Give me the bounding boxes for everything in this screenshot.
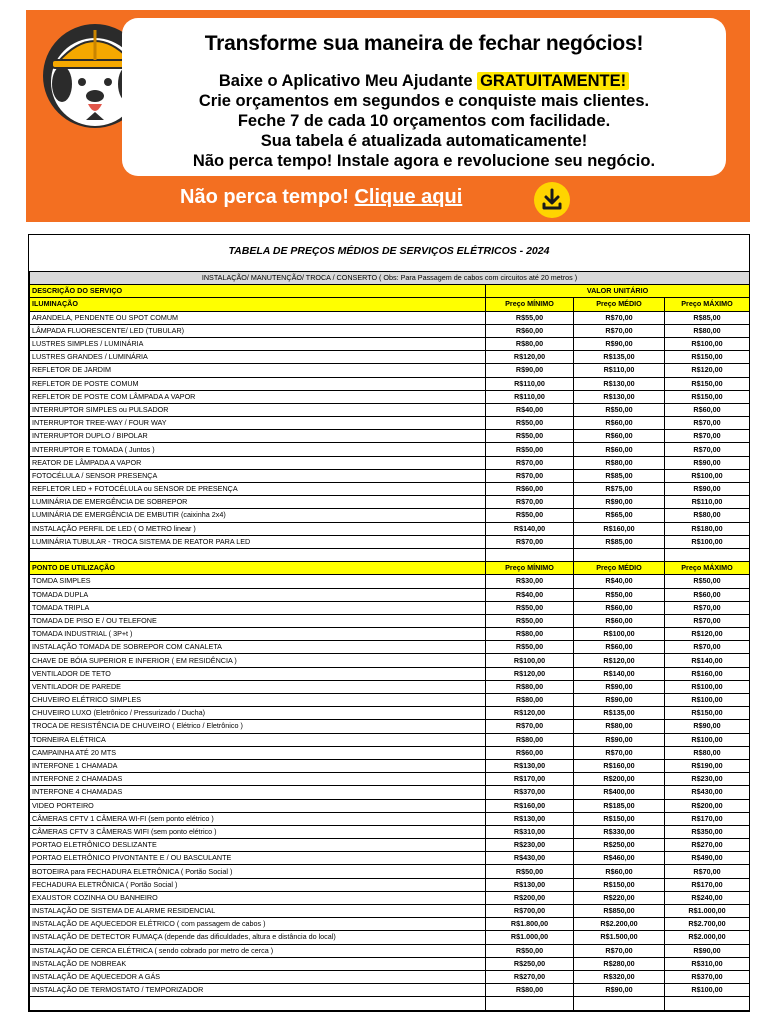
price-max: R$100,00 (665, 680, 750, 693)
price-column-header: Preço MÉDIO (574, 562, 665, 575)
price-min: R$70,00 (486, 469, 574, 482)
price-max: R$150,00 (665, 390, 750, 403)
price-min: R$50,00 (486, 601, 574, 614)
price-column-header: Preço MÁXIMO (665, 562, 750, 575)
service-description: INSTALAÇÃO DE NOBREAK (30, 957, 486, 970)
price-max: R$100,00 (665, 984, 750, 997)
price-min: R$310,00 (486, 825, 574, 838)
table-row (30, 984, 750, 997)
empty-cell (665, 997, 750, 1010)
table-row (30, 759, 750, 772)
price-max: R$310,00 (665, 957, 750, 970)
service-description: CÂMERAS CFTV 1 CÂMERA WI-FI (sem ponto elétrico ) (30, 812, 486, 825)
price-min: R$40,00 (486, 588, 574, 601)
table-row (30, 865, 750, 878)
service-description: INSTALAÇÃO DE CERCA ELÉTRICA ( sendo cobrado por metro de cerca ) (30, 944, 486, 957)
spacer-row (30, 997, 750, 1010)
price-min: R$1.800,00 (486, 918, 574, 931)
table-row (30, 417, 750, 430)
download-icon[interactable] (534, 182, 570, 218)
price-min: R$90,00 (486, 364, 574, 377)
service-description: VENTILADOR DE PAREDE (30, 680, 486, 693)
price-avg: R$150,00 (574, 812, 665, 825)
banner-card (122, 18, 726, 176)
price-min: R$160,00 (486, 799, 574, 812)
price-avg: R$70,00 (574, 324, 665, 337)
price-avg: R$60,00 (574, 641, 665, 654)
table-row (30, 443, 750, 456)
price-min: R$120,00 (486, 351, 574, 364)
empty-cell (574, 997, 665, 1010)
table-title: TABELA DE PREÇOS MÉDIOS DE SERVIÇOS ELÉTRICOS - 2024 (228, 245, 550, 257)
section-title: ILUMINAÇÃO (30, 298, 486, 311)
price-avg: R$135,00 (574, 351, 665, 364)
price-max: R$140,00 (665, 654, 750, 667)
price-avg: R$220,00 (574, 891, 665, 904)
table-row (30, 733, 750, 746)
service-description: INTERRUPTOR TREE-WAY / FOUR WAY (30, 417, 486, 430)
table-row (30, 944, 750, 957)
banner-line: Feche 7 de cada 10 orçamentos com facilidade. (237, 112, 611, 130)
price-max: R$60,00 (665, 403, 750, 416)
service-description: VENTILADOR DE TETO (30, 667, 486, 680)
price-max: R$110,00 (665, 496, 750, 509)
service-description: CHAVE DE BÓIA SUPERIOR E INFERIOR ( EM RESIDÊNCIA ) (30, 654, 486, 667)
price-avg: R$130,00 (574, 390, 665, 403)
empty-cell (574, 548, 665, 561)
service-description: LUMINÁRIA TUBULAR - TROCA SISTEMA DE REATOR PARA LED (30, 535, 486, 548)
price-max: R$2.700,00 (665, 918, 750, 931)
section-header-row (30, 562, 750, 575)
service-description: INTERRUPTOR SIMPLES ou PULSADOR (30, 403, 486, 416)
price-max: R$100,00 (665, 469, 750, 482)
section-title: PONTO DE UTILIZAÇÃO (30, 562, 486, 575)
service-description: TOMADA DUPLA (30, 588, 486, 601)
price-max: R$100,00 (665, 694, 750, 707)
price-min: R$70,00 (486, 456, 574, 469)
table-row (30, 667, 750, 680)
service-description: ARANDELA, PENDENTE OU SPOT COMUM (30, 311, 486, 324)
service-description: TOMDA SIMPLES (30, 575, 486, 588)
table-row (30, 601, 750, 614)
table-row (30, 799, 750, 812)
price-avg: R$2.200,00 (574, 918, 665, 931)
price-max: R$80,00 (665, 509, 750, 522)
price-max: R$90,00 (665, 456, 750, 469)
price-column-header: Preço MÉDIO (574, 298, 665, 311)
banner-headline: Transforme sua maneira de fechar negócios! (204, 32, 644, 55)
service-description: INTERFONE 4 CHAMADAS (30, 786, 486, 799)
service-description: INSTALAÇÃO TOMADA DE SOBREPOR COM CANALETA (30, 641, 486, 654)
price-min: R$50,00 (486, 430, 574, 443)
price-avg: R$135,00 (574, 707, 665, 720)
price-avg: R$50,00 (574, 588, 665, 601)
price-min: R$230,00 (486, 839, 574, 852)
price-avg: R$140,00 (574, 667, 665, 680)
table-row (30, 891, 750, 904)
price-min: R$70,00 (486, 496, 574, 509)
service-description: TOMADA TRIPLA (30, 601, 486, 614)
service-description: FECHADURA ELETRÔNICA ( Portão Social ) (30, 878, 486, 891)
price-max: R$230,00 (665, 773, 750, 786)
table-row (30, 496, 750, 509)
spacer-row (30, 548, 750, 561)
price-min: R$130,00 (486, 759, 574, 772)
app-promo-banner[interactable] (26, 10, 750, 222)
service-description: CÂMERAS CFTV 3 CÂMERAS WIFI (sem ponto elétrico ) (30, 825, 486, 838)
table-row (30, 720, 750, 733)
price-max: R$350,00 (665, 825, 750, 838)
service-description: CHUVEIRO LUXO (Eletrônico / Pressurizado / Ducha) (30, 707, 486, 720)
price-min: R$1.000,00 (486, 931, 574, 944)
price-max: R$100,00 (665, 733, 750, 746)
service-description: REFLETOR DE POSTE COMUM (30, 377, 486, 390)
price-max: R$100,00 (665, 535, 750, 548)
price-avg: R$850,00 (574, 905, 665, 918)
price-max: R$160,00 (665, 667, 750, 680)
price-min: R$30,00 (486, 575, 574, 588)
price-avg: R$110,00 (574, 364, 665, 377)
price-max: R$370,00 (665, 970, 750, 983)
empty-cell (30, 548, 486, 561)
price-min: R$55,00 (486, 311, 574, 324)
price-max: R$120,00 (665, 364, 750, 377)
price-max: R$70,00 (665, 865, 750, 878)
price-avg: R$330,00 (574, 825, 665, 838)
table-row (30, 825, 750, 838)
table-row (30, 337, 750, 350)
free-highlight: GRATUITAMENTE! (477, 72, 629, 90)
price-max: R$150,00 (665, 377, 750, 390)
price-avg: R$90,00 (574, 733, 665, 746)
service-description: INSTALAÇÃO DE TERMOSTATO / TEMPORIZADOR (30, 984, 486, 997)
table-row (30, 311, 750, 324)
price-max: R$70,00 (665, 614, 750, 627)
table-row (30, 522, 750, 535)
price-avg: R$70,00 (574, 311, 665, 324)
table-row (30, 351, 750, 364)
price-min: R$80,00 (486, 733, 574, 746)
table-row (30, 364, 750, 377)
empty-cell (486, 548, 574, 561)
price-max: R$90,00 (665, 720, 750, 733)
table-row (30, 588, 750, 601)
banner-line (122, 72, 726, 91)
price-avg: R$60,00 (574, 430, 665, 443)
price-min: R$130,00 (486, 812, 574, 825)
price-max: R$50,00 (665, 575, 750, 588)
service-description: TORNEIRA ELÉTRICA (30, 733, 486, 746)
price-min: R$80,00 (486, 694, 574, 707)
price-min: R$50,00 (486, 865, 574, 878)
price-avg: R$120,00 (574, 654, 665, 667)
unit-value-header: VALOR UNITÁRIO (486, 285, 750, 298)
table-row (30, 641, 750, 654)
table-row (30, 483, 750, 496)
price-avg: R$40,00 (574, 575, 665, 588)
empty-cell (665, 548, 750, 561)
price-max: R$200,00 (665, 799, 750, 812)
price-avg: R$160,00 (574, 522, 665, 535)
table-row (30, 812, 750, 825)
banner-line-text: Baixe o Aplicativo Meu Ajudante (218, 72, 478, 90)
price-avg: R$85,00 (574, 469, 665, 482)
price-table-body (30, 272, 750, 1011)
price-max: R$430,00 (665, 786, 750, 799)
price-max: R$70,00 (665, 601, 750, 614)
price-avg: R$150,00 (574, 878, 665, 891)
price-min: R$250,00 (486, 957, 574, 970)
price-max: R$85,00 (665, 311, 750, 324)
price-min: R$370,00 (486, 786, 574, 799)
price-avg: R$85,00 (574, 535, 665, 548)
service-description: LUMINÁRIA DE EMERGÊNCIA DE SOBREPOR (30, 496, 486, 509)
service-description: INSTALAÇÃO DE AQUECEDOR ELÉTRICO ( com passagem de cabos ) (30, 918, 486, 931)
price-min: R$140,00 (486, 522, 574, 535)
table-row (30, 878, 750, 891)
service-description: LÂMPADA FLUORESCENTE/ LED (TUBULAR) (30, 324, 486, 337)
price-max: R$60,00 (665, 588, 750, 601)
price-min: R$120,00 (486, 667, 574, 680)
table-row (30, 654, 750, 667)
service-description: LUMINÁRIA DE EMERGÊNCIA DE EMBUTIR (caixinha 2x4) (30, 509, 486, 522)
price-min: R$70,00 (486, 720, 574, 733)
section-header-row (30, 298, 750, 311)
price-avg: R$100,00 (574, 628, 665, 641)
price-avg: R$130,00 (574, 377, 665, 390)
table-row (30, 839, 750, 852)
price-max: R$70,00 (665, 443, 750, 456)
banner-line: Sua tabela é atualizada automaticamente! (260, 132, 588, 150)
price-min: R$40,00 (486, 403, 574, 416)
price-min: R$80,00 (486, 984, 574, 997)
cta-prefix: Não perca tempo! (180, 186, 355, 208)
table-row (30, 469, 750, 482)
price-max: R$70,00 (665, 641, 750, 654)
price-min: R$50,00 (486, 944, 574, 957)
banner-line: Não perca tempo! Instale agora e revolucione seu negócio. (192, 152, 656, 170)
price-avg: R$80,00 (574, 456, 665, 469)
price-avg: R$75,00 (574, 483, 665, 496)
price-min: R$50,00 (486, 614, 574, 627)
price-min: R$700,00 (486, 905, 574, 918)
price-min: R$110,00 (486, 390, 574, 403)
table-row (30, 905, 750, 918)
service-description: FOTOCÉLULA / SENSOR PRESENÇA (30, 469, 486, 482)
price-avg: R$60,00 (574, 865, 665, 878)
price-avg: R$460,00 (574, 852, 665, 865)
service-description: INSTALAÇÃO DE DETECTOR FUMAÇA (depende das dificuldades, altura e distância do local) (30, 931, 486, 944)
service-description: LUSTRES GRANDES / LUMINÁRIA (30, 351, 486, 364)
table-row (30, 918, 750, 931)
banner-line: Crie orçamentos em segundos e conquiste mais clientes. (198, 92, 650, 110)
table-row (30, 535, 750, 548)
price-min: R$70,00 (486, 535, 574, 548)
price-max: R$150,00 (665, 351, 750, 364)
table-row (30, 852, 750, 865)
price-table-sheet (28, 234, 750, 1012)
price-min: R$200,00 (486, 891, 574, 904)
price-avg: R$280,00 (574, 957, 665, 970)
price-min: R$270,00 (486, 970, 574, 983)
table-row (30, 430, 750, 443)
service-description: TOMADA DE PISO E / OU TELEFONE (30, 614, 486, 627)
price-min: R$60,00 (486, 483, 574, 496)
price-max: R$170,00 (665, 878, 750, 891)
table-row (30, 403, 750, 416)
price-max: R$70,00 (665, 417, 750, 430)
service-description: TROCA DE RESISTÊNCIA DE CHUVEIRO ( Elétrico / Eletrônico ) (30, 720, 486, 733)
price-max: R$90,00 (665, 483, 750, 496)
price-avg: R$1.500,00 (574, 931, 665, 944)
table-row (30, 773, 750, 786)
service-description: INTERRUPTOR E TOMADA ( Juntos ) (30, 443, 486, 456)
price-column-header: Preço MÍNIMO (486, 298, 574, 311)
service-description: EXAUSTOR COZINHA OU BANHEIRO (30, 891, 486, 904)
table-row (30, 707, 750, 720)
price-avg: R$90,00 (574, 680, 665, 693)
service-description: PORTAO ELETRÔNICO PIVONTANTE E / OU BASCULANTE (30, 852, 486, 865)
price-max: R$1.000,00 (665, 905, 750, 918)
price-max: R$170,00 (665, 812, 750, 825)
price-min: R$80,00 (486, 628, 574, 641)
price-max: R$490,00 (665, 852, 750, 865)
table-row (30, 390, 750, 403)
service-description: LUSTRES SIMPLES / LUMINÁRIA (30, 337, 486, 350)
table-row (30, 931, 750, 944)
service-description: INTERFONE 2 CHAMADAS (30, 773, 486, 786)
price-avg: R$60,00 (574, 614, 665, 627)
price-min: R$80,00 (486, 337, 574, 350)
service-description: INSTALAÇÃO PERFIL DE LED ( O METRO linear ) (30, 522, 486, 535)
price-min: R$50,00 (486, 641, 574, 654)
price-max: R$120,00 (665, 628, 750, 641)
price-min: R$60,00 (486, 324, 574, 337)
empty-cell (30, 997, 486, 1010)
price-avg: R$60,00 (574, 417, 665, 430)
price-avg: R$185,00 (574, 799, 665, 812)
price-max: R$2.000,00 (665, 931, 750, 944)
table-row (30, 456, 750, 469)
cta-text (180, 186, 462, 214)
empty-cell (486, 997, 574, 1010)
table-row (30, 509, 750, 522)
price-min: R$80,00 (486, 680, 574, 693)
price-min: R$130,00 (486, 878, 574, 891)
price-avg: R$400,00 (574, 786, 665, 799)
service-description: REFLETOR DE JARDIM (30, 364, 486, 377)
click-here-link[interactable]: Clique aqui (354, 186, 463, 208)
price-max: R$90,00 (665, 944, 750, 957)
price-max: R$150,00 (665, 707, 750, 720)
price-max: R$190,00 (665, 759, 750, 772)
price-avg: R$250,00 (574, 839, 665, 852)
price-avg: R$90,00 (574, 496, 665, 509)
price-column-header: Preço MÁXIMO (665, 298, 750, 311)
price-min: R$110,00 (486, 377, 574, 390)
service-description: PORTAO ELETRÔNICO DESLIZANTE (30, 839, 486, 852)
service-description: REFLETOR LED + FOTOCÉLULA ou SENSOR DE PRESENÇA (30, 483, 486, 496)
price-avg: R$50,00 (574, 403, 665, 416)
price-min: R$50,00 (486, 509, 574, 522)
table-row (30, 324, 750, 337)
price-max: R$240,00 (665, 891, 750, 904)
price-max: R$180,00 (665, 522, 750, 535)
price-max: R$80,00 (665, 324, 750, 337)
price-min: R$100,00 (486, 654, 574, 667)
table-row (30, 957, 750, 970)
table-row (30, 628, 750, 641)
table-row (30, 680, 750, 693)
service-description: INTERRUPTOR DUPLO / BIPOLAR (30, 430, 486, 443)
table-subtitle-row (30, 272, 750, 285)
service-description: BOTOEIRA para FECHADURA ELETRÔNICA ( Portão Social ) (30, 865, 486, 878)
price-avg: R$70,00 (574, 944, 665, 957)
table-row (30, 614, 750, 627)
price-avg: R$60,00 (574, 601, 665, 614)
table-row (30, 377, 750, 390)
price-min: R$60,00 (486, 746, 574, 759)
price-avg: R$90,00 (574, 694, 665, 707)
price-avg: R$60,00 (574, 443, 665, 456)
table-subtitle: INSTALAÇÃO/ MANUTENÇÃO/ TROCA / CONSERTO ( Obs: Para Passagem de cabos com circuitos até 20 metros ) (30, 272, 750, 285)
table-row (30, 970, 750, 983)
price-max: R$270,00 (665, 839, 750, 852)
service-description: CAMPAINHA ATÉ 20 MTS (30, 746, 486, 759)
price-min: R$170,00 (486, 773, 574, 786)
table-header-row (30, 285, 750, 298)
price-avg: R$160,00 (574, 759, 665, 772)
service-description: REATOR DE LÂMPADA A VAPOR (30, 456, 486, 469)
price-min: R$430,00 (486, 852, 574, 865)
price-max: R$80,00 (665, 746, 750, 759)
table-row (30, 786, 750, 799)
service-description: TOMADA INDUSTRIAL ( 3P+t ) (30, 628, 486, 641)
price-min: R$120,00 (486, 707, 574, 720)
price-avg: R$80,00 (574, 720, 665, 733)
price-avg: R$70,00 (574, 746, 665, 759)
price-min: R$50,00 (486, 443, 574, 456)
description-header: DESCRIÇÃO DO SERVIÇO (30, 285, 486, 298)
price-avg: R$200,00 (574, 773, 665, 786)
service-description: INSTALAÇÃO DE SISTEMA DE ALARME RESIDENCIAL (30, 905, 486, 918)
price-max: R$100,00 (665, 337, 750, 350)
price-min: R$50,00 (486, 417, 574, 430)
price-avg: R$320,00 (574, 970, 665, 983)
price-table (29, 271, 750, 1011)
price-avg: R$90,00 (574, 337, 665, 350)
price-max: R$70,00 (665, 430, 750, 443)
table-row (30, 575, 750, 588)
service-description: CHUVEIRO ELÉTRICO SIMPLES (30, 694, 486, 707)
price-avg: R$90,00 (574, 984, 665, 997)
service-description: INTERFONE 1 CHAMADA (30, 759, 486, 772)
service-description: VIDEO PORTEIRO (30, 799, 486, 812)
price-column-header: Preço MÍNIMO (486, 562, 574, 575)
service-description: REFLETOR DE POSTE COM LÂMPADA A VAPOR (30, 390, 486, 403)
price-avg: R$65,00 (574, 509, 665, 522)
table-row (30, 694, 750, 707)
table-row (30, 746, 750, 759)
service-description: INSTALAÇÃO DE AQUECEDOR A GÁS (30, 970, 486, 983)
